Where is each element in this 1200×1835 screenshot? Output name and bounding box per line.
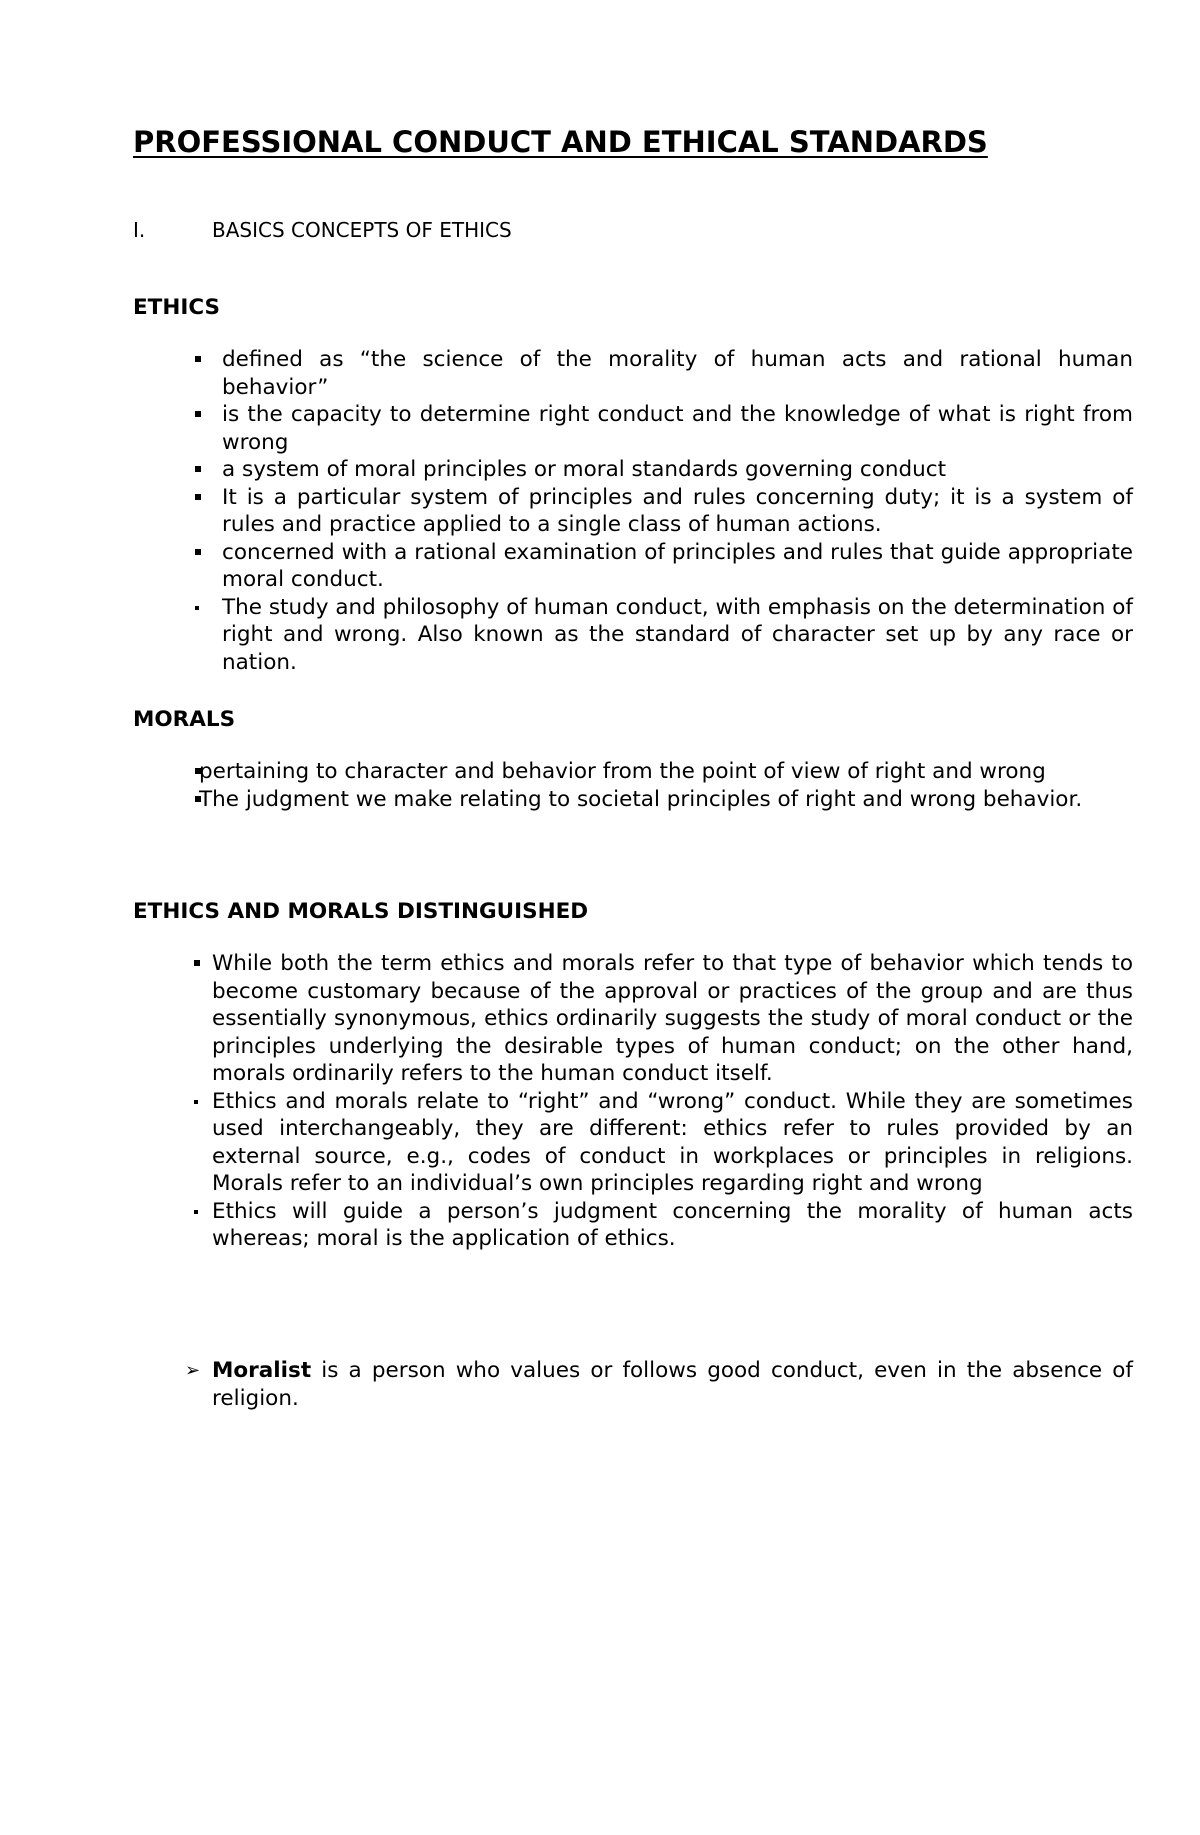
list-item-text: is the capacity to determine right conduct and the knowledge of what is right from wrong xyxy=(222,402,1133,455)
list-item-text: Ethics and morals relate to “right” and “wrong” conduct. While they are sometimes used interchangeably, they are different: ethics refer to rules provided by an external source, e.g., codes of conduct in workplaces or principles in religions. Morals refer to an individual’s own principles regarding right and wrong xyxy=(212,1088,1133,1196)
list-item-text: Ethics will guide a person’s judgment concerning the morality of human acts whereas; moral is the application of ethics. xyxy=(212,1198,1133,1251)
list-item xyxy=(222,401,1133,456)
list-item xyxy=(222,594,1133,677)
square-bullet-icon xyxy=(195,401,201,429)
square-bullet-icon xyxy=(195,346,201,374)
section-label: BASICS CONCEPTS OF ETHICS xyxy=(212,218,512,242)
arrow-bullet-icon: ➢ xyxy=(185,1360,201,1381)
list-item-text: pertaining to character and behavior from the point of view of right and wrong xyxy=(199,759,1046,784)
list-item-text: The study and philosophy of human conduct, with emphasis on the determination of right and wrong. Also known as the standard of character set up by any race or nation. xyxy=(222,594,1133,675)
section-heading xyxy=(133,217,512,243)
list-item-text: a system of moral principles or moral standards governing conduct xyxy=(222,457,947,482)
list-item-text: It is a particular system of principles and rules concerning duty; it is a system of rules and practice applied to a single class of human actions. xyxy=(222,484,1133,537)
square-bullet-icon xyxy=(194,950,200,978)
square-bullet-icon xyxy=(194,1088,198,1116)
moralist-definition xyxy=(185,1357,1133,1412)
list-item-text: concerned with a rational examination of principles and rules that guide appropriate moral conduct. xyxy=(222,539,1133,592)
square-bullet-icon xyxy=(195,484,201,512)
square-bullet-icon xyxy=(195,539,201,567)
square-bullet-icon xyxy=(194,1198,198,1226)
list-item xyxy=(212,1198,1133,1253)
ethics-definitions-list xyxy=(222,346,1133,676)
square-bullet-icon xyxy=(195,786,201,814)
list-item-text: defined as “the science of the morality of human acts and rational human behavior” xyxy=(222,347,1133,400)
list-item xyxy=(212,950,1133,1088)
list-item xyxy=(222,484,1133,539)
list-item xyxy=(222,539,1133,594)
list-item-text: The judgment we make relating to societal principles of right and wrong behavior. xyxy=(199,786,1083,812)
moralist-text: is a person who values or follows good conduct, even in the absence of religion. xyxy=(212,1358,1133,1411)
square-bullet-icon xyxy=(195,594,199,622)
morals-definitions-list xyxy=(133,758,1133,813)
moralist-term: Moralist xyxy=(212,1358,312,1383)
list-item xyxy=(133,786,1133,814)
distinguished-list xyxy=(212,950,1133,1253)
square-bullet-icon xyxy=(195,456,201,484)
list-item xyxy=(133,758,1133,786)
section-number: I. xyxy=(133,218,146,242)
list-item xyxy=(212,1088,1133,1198)
square-bullet-icon xyxy=(195,758,201,786)
distinguished-heading: ETHICS AND MORALS DISTINGUISHED xyxy=(133,899,589,924)
ethics-heading: ETHICS xyxy=(133,295,221,320)
document-title: PROFESSIONAL CONDUCT AND ETHICAL STANDARDS xyxy=(133,125,988,159)
list-item xyxy=(222,346,1133,401)
list-item-text: While both the term ethics and morals refer to that type of behavior which tends to become customary because of the approval or practices of the group and are thus essentially synonymous, ethics ordinarily suggests the study of moral conduct or the principles underlying the desirable types of human conduct; on the other hand, morals ordinarily refers to the human conduct itself. xyxy=(212,951,1133,1086)
morals-heading: MORALS xyxy=(133,707,236,732)
list-item xyxy=(222,456,1133,484)
